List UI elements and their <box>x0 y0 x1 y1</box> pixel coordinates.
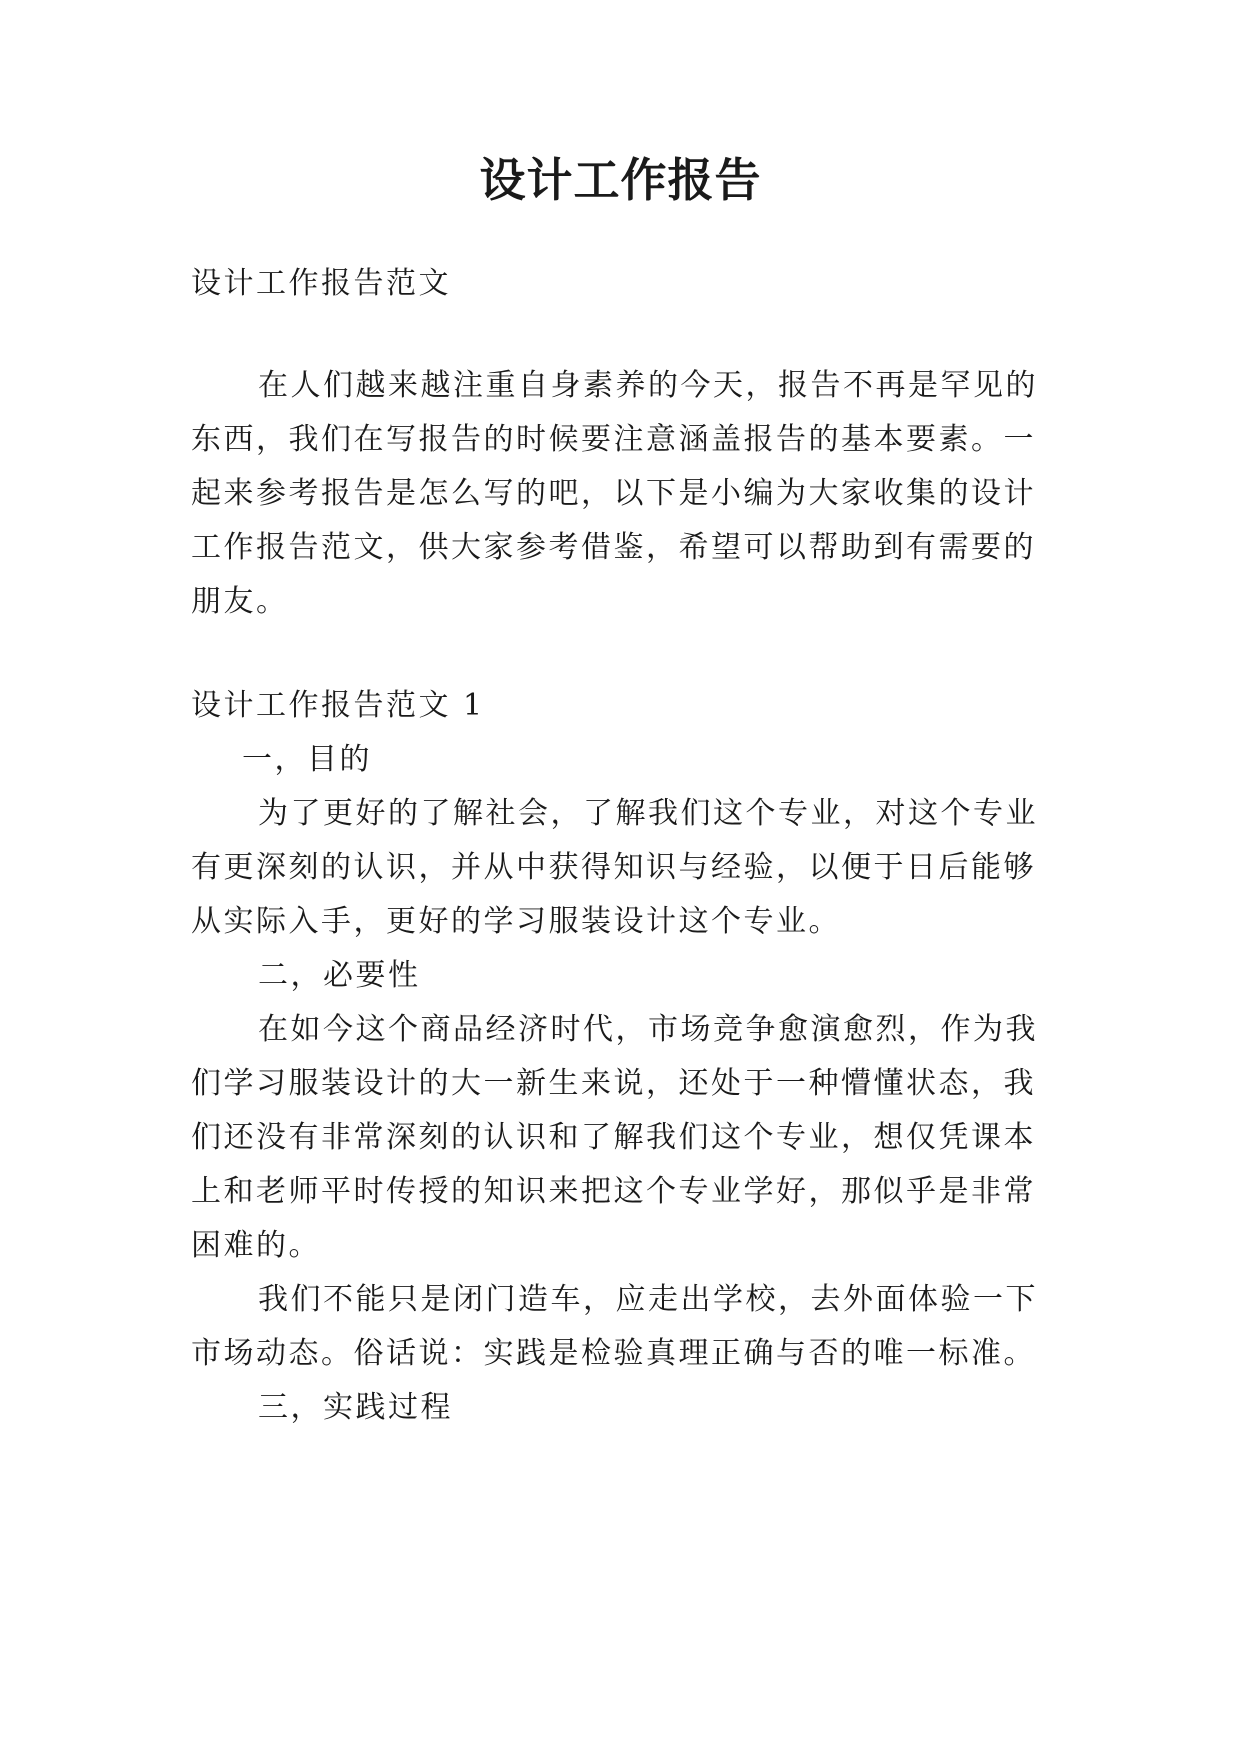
intro-line: 起来参考报告是怎么写的吧，以下是小编为大家收集的设计 <box>191 476 1036 511</box>
section-title: 设计工作报告范文 1 <box>191 688 485 723</box>
document-title: 设计工作报告 <box>479 153 762 207</box>
paragraph-line: 从实际入手，更好的学习服装设计这个专业。 <box>191 904 841 939</box>
paragraph-line: 上和老师平时传授的知识来把这个专业学好，那似乎是非常 <box>191 1174 1036 1209</box>
intro-line: 工作报告范文，供大家参考借鉴，希望可以帮助到有需要的 <box>191 530 1036 565</box>
paragraph-line: 们还没有非常深刻的认识和了解我们这个专业，想仅凭课本 <box>191 1120 1036 1155</box>
subtitle: 设计工作报告范文 <box>191 266 451 301</box>
section-heading: 三，实践过程 <box>258 1390 453 1425</box>
paragraph-line: 困难的。 <box>191 1228 321 1263</box>
paragraph-line: 们学习服装设计的大一新生来说，还处于一种懵懂状态，我 <box>191 1066 1036 1101</box>
paragraph-line: 为了更好的了解社会，了解我们这个专业，对这个专业 <box>258 796 1038 831</box>
intro-line: 在人们越来越注重自身素养的今天，报告不再是罕见的 <box>258 368 1038 403</box>
intro-line: 朋友。 <box>191 584 289 619</box>
section-heading: 一，目的 <box>242 742 372 777</box>
paragraph-line: 我们不能只是闭门造车，应走出学校，去外面体验一下 <box>258 1282 1038 1317</box>
paragraph-line: 市场动态。俗话说：实践是检验真理正确与否的唯一标准。 <box>191 1336 1036 1371</box>
paragraph-line: 在如今这个商品经济时代，市场竞争愈演愈烈，作为我 <box>258 1012 1038 1047</box>
intro-line: 东西，我们在写报告的时候要注意涵盖报告的基本要素。一 <box>191 422 1036 457</box>
paragraph-line: 有更深刻的认识，并从中获得知识与经验，以便于日后能够 <box>191 850 1036 885</box>
section-heading: 二，必要性 <box>258 958 421 993</box>
